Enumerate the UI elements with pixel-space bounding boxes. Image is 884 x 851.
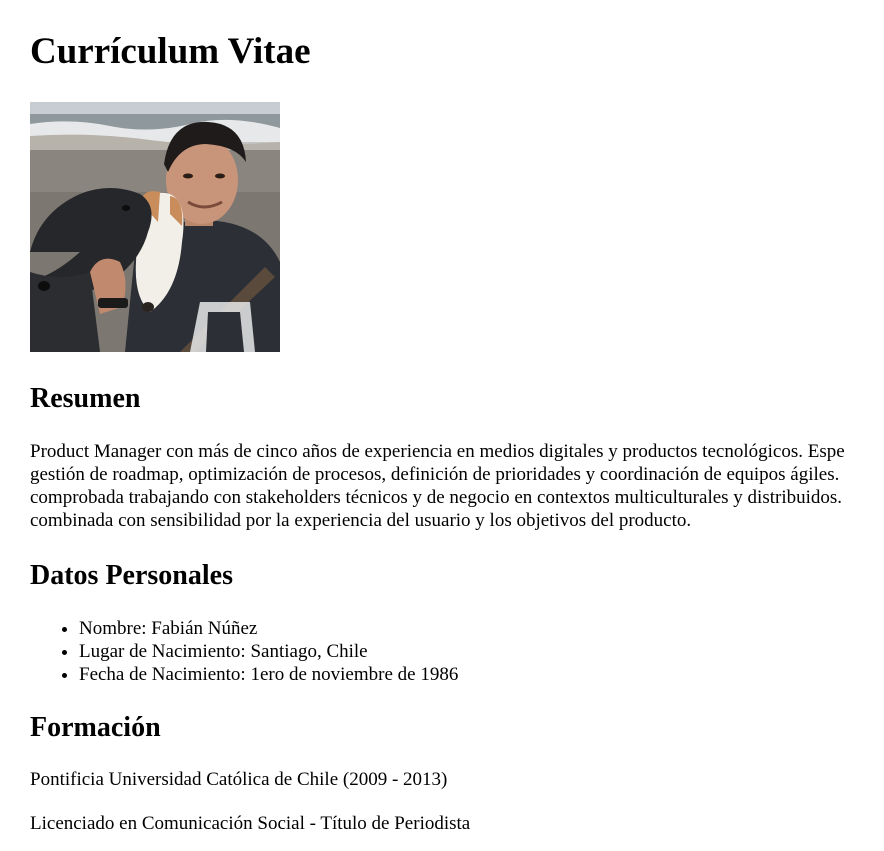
personal-item-birthdate: • Fecha de Nacimiento: 1ero de noviembre de 1986	[79, 663, 458, 686]
personal-list	[30, 617, 458, 686]
education-institution: Pontificia Universidad Católica de Chile (2009 - 2013)	[30, 769, 448, 790]
personal-item-name: • Nombre: Fabián Núñez	[79, 617, 458, 640]
page-title: Currículum Vitae	[30, 31, 311, 72]
education-heading: Formación	[30, 712, 161, 743]
summary-heading: Resumen	[30, 383, 141, 414]
education-degree: Licenciado en Comunicación Social - Título de Periodista	[30, 813, 471, 834]
summary-line: combinada con sensibilidad por la experiencia del usuario y los objetivos del producto.	[30, 510, 692, 531]
personal-heading: Datos Personales	[30, 560, 233, 591]
summary-line: comprobada trabajando con stakeholders técnicos y de negocio en contextos multiculturales y distribuidos.	[30, 487, 843, 508]
summary-line: Product Manager con más de cinco años de experiencia en medios digitales y productos tecnológicos. Espe	[30, 441, 845, 462]
profile-photo	[30, 102, 280, 352]
personal-item-birthplace: • Lugar de Nacimiento: Santiago, Chile	[79, 640, 458, 663]
summary-paragraph	[30, 440, 884, 532]
summary-line: gestión de roadmap, optimización de procesos, definición de prioridades y coordinación de equipos ágiles.	[30, 464, 840, 485]
